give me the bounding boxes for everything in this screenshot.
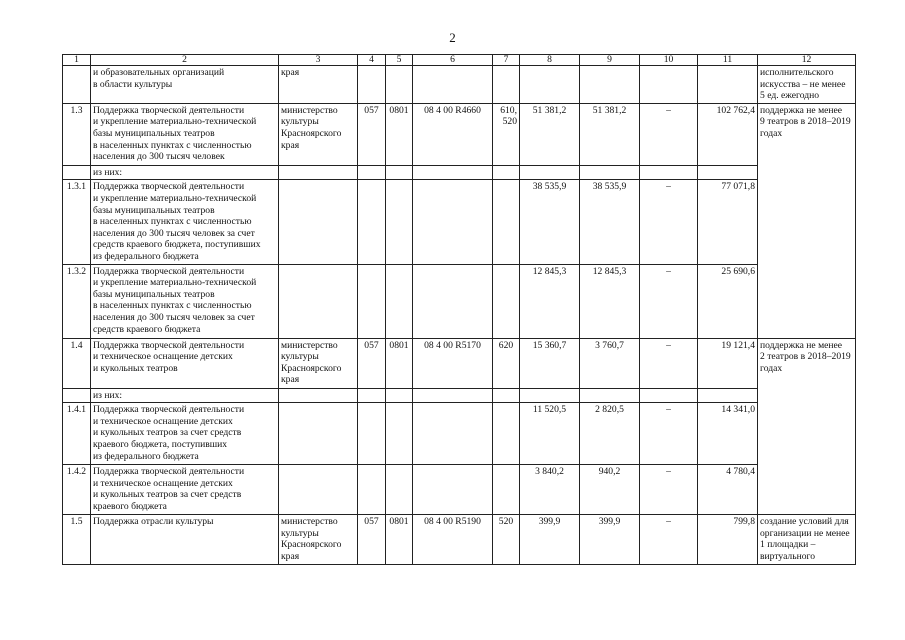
- row-vr: 620: [493, 338, 520, 388]
- row-name: Поддержка творческой деятельности и техническое оснащение детских и кукольных театров за счет средств краевого бюджета: [91, 465, 279, 515]
- row-number: 1.4.1: [63, 403, 91, 465]
- row-csr: 08 4 00 R5190: [413, 515, 493, 565]
- row-name: Поддержка творческой деятельности и техническое оснащение детских и кукольных театров за счет средств краевого бюджета, поступивших из федерального бюджета: [91, 403, 279, 465]
- col-header: 4: [358, 55, 386, 66]
- row-value-2019: 51 381,2: [580, 103, 640, 165]
- row-grbs: [358, 165, 386, 180]
- row-grbs: 057: [358, 103, 386, 165]
- table-row: [63, 180, 856, 264]
- row-value-total: 14 341,0: [698, 403, 758, 465]
- row-name: Поддержка отрасли культуры: [91, 515, 279, 565]
- row-value-2019: 3 760,7: [580, 338, 640, 388]
- row-value-total: 19 121,4: [698, 338, 758, 388]
- col-header: 7: [493, 55, 520, 66]
- row-value-total: 25 690,6: [698, 264, 758, 338]
- row-csr: [413, 180, 493, 264]
- row-number: 1.3.2: [63, 264, 91, 338]
- row-vr: [493, 264, 520, 338]
- row-org: [279, 264, 358, 338]
- row-value-2020: –: [640, 403, 698, 465]
- row-result: поддержка не менее 2 театров в 2018–2019 годах: [758, 338, 856, 515]
- row-value-2018: 3 840,2: [520, 465, 580, 515]
- row-vr: 520: [493, 515, 520, 565]
- row-value-2018: [520, 66, 580, 104]
- row-name: Поддержка творческой деятельности и укрепление материально-технической базы муниципальных театров в населенных пунктах с численностью населения до 300 тысяч человек за счет средств краевого бюджета: [91, 264, 279, 338]
- row-rzpr: [386, 388, 413, 403]
- row-value-2018: 51 381,2: [520, 103, 580, 165]
- row-csr: 08 4 00 R5170: [413, 338, 493, 388]
- row-vr: [493, 388, 520, 403]
- row-rzpr: [386, 66, 413, 104]
- row-value-2020: –: [640, 180, 698, 264]
- col-header: 3: [279, 55, 358, 66]
- row-value-2018: [520, 165, 580, 180]
- table-row: [63, 388, 856, 403]
- row-org: [279, 403, 358, 465]
- row-name: Поддержка творческой деятельности и укрепление материально-технической базы муниципальных театров в населенных пунктах с численностью населения до 300 тысяч человек: [91, 103, 279, 165]
- row-vr: [493, 403, 520, 465]
- row-value-2020: –: [640, 103, 698, 165]
- row-rzpr: [386, 180, 413, 264]
- row-rzpr: [386, 165, 413, 180]
- table-row: [63, 515, 856, 565]
- row-grbs: [358, 264, 386, 338]
- row-value-total: [698, 66, 758, 104]
- row-csr: [413, 264, 493, 338]
- row-number: [63, 388, 91, 403]
- row-value-2019: 38 535,9: [580, 180, 640, 264]
- col-header: 2: [91, 55, 279, 66]
- table-row: [63, 165, 856, 180]
- row-number: 1.5: [63, 515, 91, 565]
- row-result: поддержка не менее 9 театров в 2018–2019 годах: [758, 103, 856, 338]
- row-grbs: [358, 66, 386, 104]
- col-header: 11: [698, 55, 758, 66]
- row-value-2020: –: [640, 338, 698, 388]
- col-header: 12: [758, 55, 856, 66]
- row-value-2018: 38 535,9: [520, 180, 580, 264]
- row-vr: 610, 520: [493, 103, 520, 165]
- row-rzpr: 0801: [386, 515, 413, 565]
- col-header: 10: [640, 55, 698, 66]
- row-grbs: [358, 403, 386, 465]
- row-value-2019: 399,9: [580, 515, 640, 565]
- row-value-2018: [520, 388, 580, 403]
- col-header: 1: [63, 55, 91, 66]
- row-rzpr: [386, 403, 413, 465]
- row-result: создание условий для организации не менее 1 площадки – виртуального: [758, 515, 856, 565]
- row-value-2019: [580, 165, 640, 180]
- row-grbs: [358, 180, 386, 264]
- row-value-2018: 15 360,7: [520, 338, 580, 388]
- row-number: [63, 66, 91, 104]
- row-grbs: [358, 388, 386, 403]
- row-value-2020: [640, 388, 698, 403]
- row-number: 1.3: [63, 103, 91, 165]
- budget-table: [62, 54, 856, 565]
- row-csr: 08 4 00 R4660: [413, 103, 493, 165]
- row-value-2018: 11 520,5: [520, 403, 580, 465]
- table-row: [63, 338, 856, 388]
- table-row: [63, 403, 856, 465]
- table-row: [63, 66, 856, 104]
- row-result: исполнительского искусства – не менее 5 ед. ежегодно: [758, 66, 856, 104]
- row-grbs: 057: [358, 515, 386, 565]
- row-org: [279, 465, 358, 515]
- row-value-2019: [580, 388, 640, 403]
- row-org: [279, 180, 358, 264]
- row-csr: [413, 465, 493, 515]
- row-vr: [493, 465, 520, 515]
- row-value-2019: 2 820,5: [580, 403, 640, 465]
- row-name: и образовательных организаций в области культуры: [91, 66, 279, 104]
- row-csr: [413, 66, 493, 104]
- page-number: 2: [449, 30, 456, 45]
- row-value-total: [698, 388, 758, 403]
- row-value-2020: [640, 165, 698, 180]
- row-org: министерство культуры Красноярского края: [279, 103, 358, 165]
- row-value-2019: 940,2: [580, 465, 640, 515]
- col-header: 6: [413, 55, 493, 66]
- row-number: 1.3.1: [63, 180, 91, 264]
- row-vr: [493, 165, 520, 180]
- row-number: 1.4.2: [63, 465, 91, 515]
- row-csr: [413, 388, 493, 403]
- row-grbs: 057: [358, 338, 386, 388]
- row-vr: [493, 66, 520, 104]
- row-rzpr: [386, 264, 413, 338]
- row-value-2019: 12 845,3: [580, 264, 640, 338]
- row-value-2019: [580, 66, 640, 104]
- table-row: [63, 465, 856, 515]
- row-number: [63, 165, 91, 180]
- row-org: края: [279, 66, 358, 104]
- col-header: 8: [520, 55, 580, 66]
- col-header: 5: [386, 55, 413, 66]
- row-value-2020: –: [640, 465, 698, 515]
- row-value-2018: 399,9: [520, 515, 580, 565]
- row-value-total: 77 071,8: [698, 180, 758, 264]
- col-header: 9: [580, 55, 640, 66]
- row-value-total: 4 780,4: [698, 465, 758, 515]
- row-value-total: 799,8: [698, 515, 758, 565]
- row-rzpr: [386, 465, 413, 515]
- row-grbs: [358, 465, 386, 515]
- row-name: Поддержка творческой деятельности и укрепление материально-технической базы муниципальных театров в населенных пунктах с численностью населения до 300 тысяч человек за счет средств краевого бюджета, поступивших из федерального бюджета: [91, 180, 279, 264]
- row-value-total: [698, 165, 758, 180]
- row-org: [279, 165, 358, 180]
- header-row: [63, 55, 856, 66]
- row-org: министерство культуры Красноярского края: [279, 515, 358, 565]
- row-org: министерство культуры Красноярского края: [279, 338, 358, 388]
- row-rzpr: 0801: [386, 338, 413, 388]
- row-org: [279, 388, 358, 403]
- row-value-2020: –: [640, 515, 698, 565]
- row-name: из них:: [91, 388, 279, 403]
- row-csr: [413, 165, 493, 180]
- row-value-2020: [640, 66, 698, 104]
- row-vr: [493, 180, 520, 264]
- table-row: [63, 264, 856, 338]
- row-name: из них:: [91, 165, 279, 180]
- row-name: Поддержка творческой деятельности и техническое оснащение детских и кукольных театров: [91, 338, 279, 388]
- row-value-2020: –: [640, 264, 698, 338]
- row-rzpr: 0801: [386, 103, 413, 165]
- table-row: [63, 103, 856, 165]
- row-value-2018: 12 845,3: [520, 264, 580, 338]
- row-value-total: 102 762,4: [698, 103, 758, 165]
- row-csr: [413, 403, 493, 465]
- row-number: 1.4: [63, 338, 91, 388]
